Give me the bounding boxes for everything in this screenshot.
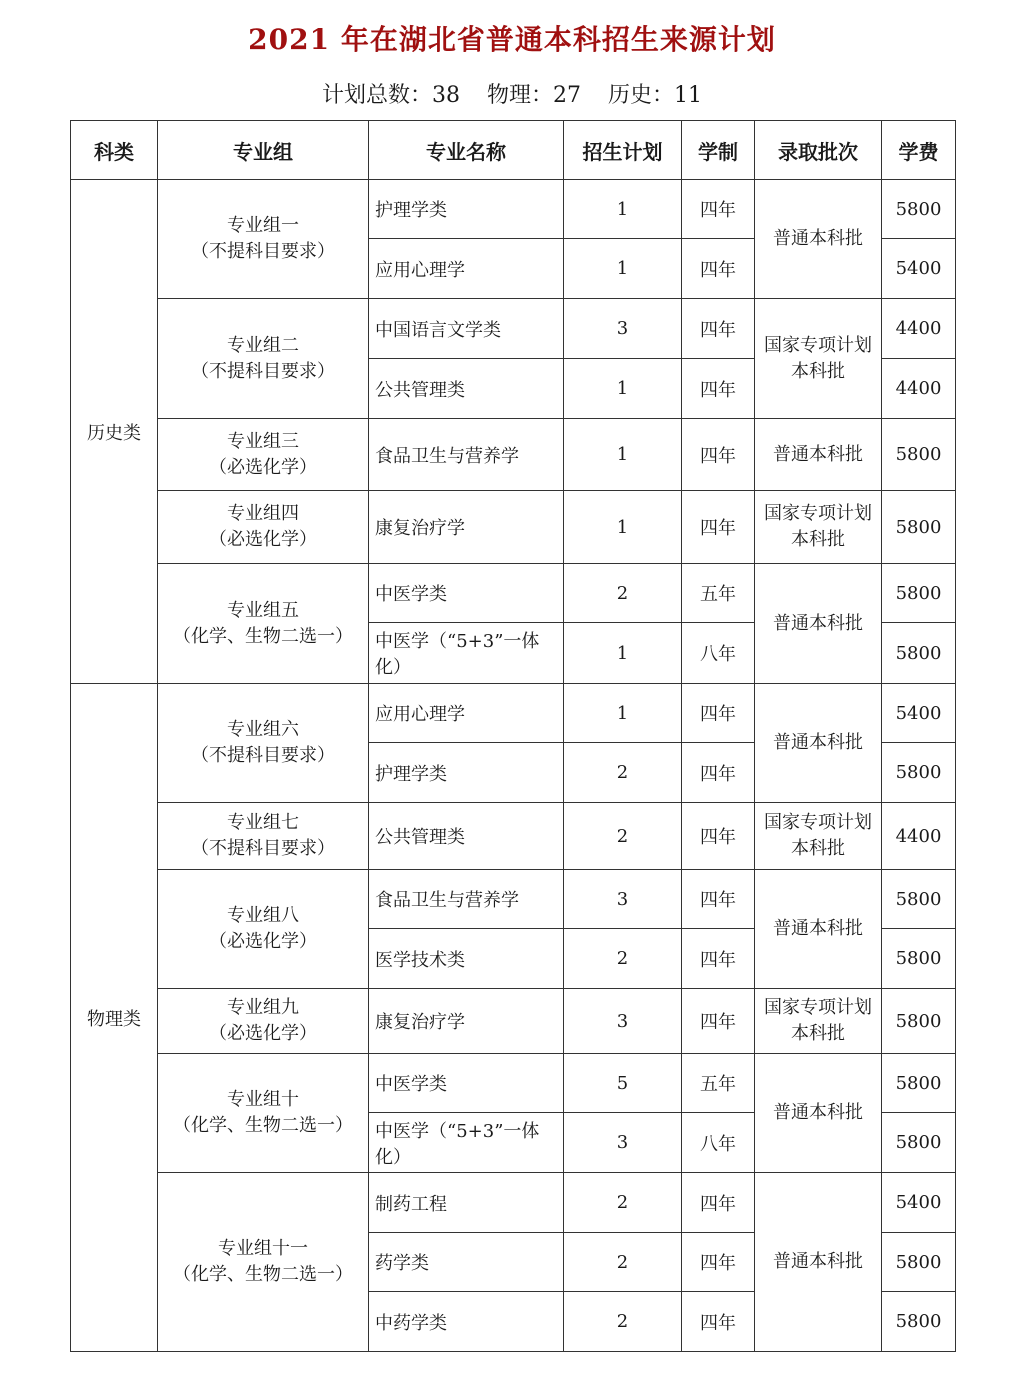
plan-count: 1 <box>564 419 682 491</box>
group-cell <box>158 870 369 989</box>
group-name: 专业组八 <box>227 905 299 926</box>
group-cell <box>158 491 369 564</box>
major-name: 应用心理学 <box>369 684 564 743</box>
study-years: 四年 <box>682 1292 755 1352</box>
batch-cell: 普通本科批 <box>755 419 882 491</box>
batch-cell: 国家专项计划本科批 <box>755 299 882 419</box>
batch-cell: 普通本科批 <box>755 684 882 803</box>
table-row <box>71 684 956 743</box>
group-requirement: （不提科目要求） <box>191 838 335 859</box>
group-requirement: （不提科目要求） <box>191 360 335 382</box>
group-requirement: （化学、生物二选一） <box>173 625 353 647</box>
major-name: 公共管理类 <box>369 803 564 870</box>
major-name: 中医学类 <box>369 1054 564 1113</box>
plan-summary <box>0 78 1024 109</box>
study-years: 五年 <box>682 1054 755 1113</box>
header-group: 专业组 <box>158 121 369 180</box>
plan-count: 3 <box>564 989 682 1054</box>
tuition-fee: 5400 <box>882 684 956 743</box>
tuition-fee: 4400 <box>882 299 956 359</box>
plan-count: 2 <box>564 803 682 870</box>
study-years: 四年 <box>682 239 755 299</box>
major-name: 中药学类 <box>369 1292 564 1352</box>
plan-count: 1 <box>564 491 682 564</box>
plan-count: 5 <box>564 1054 682 1113</box>
header-plan: 招生计划 <box>564 121 682 180</box>
study-years: 四年 <box>682 989 755 1054</box>
tuition-fee: 5800 <box>882 989 956 1054</box>
study-years: 四年 <box>682 803 755 870</box>
plan-count: 1 <box>564 684 682 743</box>
major-name: 中医学类 <box>369 564 564 623</box>
batch-cell: 普通本科批 <box>755 870 882 989</box>
group-cell <box>158 564 369 684</box>
study-years: 四年 <box>682 419 755 491</box>
category-cell: 历史类 <box>71 180 158 684</box>
tuition-fee: 5800 <box>882 623 956 684</box>
plan-count: 2 <box>564 1233 682 1292</box>
major-name: 护理学类 <box>369 743 564 803</box>
table-row <box>71 803 956 870</box>
group-name: 专业组五 <box>227 599 299 621</box>
header-major: 专业名称 <box>369 121 564 180</box>
group-requirement: （必选化学） <box>209 1023 317 1044</box>
study-years: 四年 <box>682 491 755 564</box>
study-years: 四年 <box>682 180 755 239</box>
batch-cell: 普通本科批 <box>755 180 882 299</box>
tuition-fee: 5800 <box>882 929 956 989</box>
group-name: 专业组一 <box>227 215 299 236</box>
batch-cell: 国家专项计划本科批 <box>755 491 882 564</box>
header-row <box>71 121 956 180</box>
tuition-fee: 5800 <box>882 1054 956 1113</box>
group-name: 专业组四 <box>227 503 299 524</box>
study-years: 四年 <box>682 1233 755 1292</box>
plan-count: 2 <box>564 1292 682 1352</box>
study-years: 八年 <box>682 1113 755 1173</box>
group-name: 专业组三 <box>227 430 299 452</box>
physics-count: 物理：27 <box>487 83 581 108</box>
tuition-fee: 5800 <box>882 180 956 239</box>
group-requirement: （化学、生物二选一） <box>173 1115 353 1136</box>
table-row <box>71 419 956 491</box>
plan-count: 1 <box>564 359 682 419</box>
group-cell <box>158 989 369 1054</box>
tuition-fee: 5800 <box>882 743 956 803</box>
major-name: 制药工程 <box>369 1173 564 1233</box>
tuition-fee: 5400 <box>882 239 956 299</box>
table-row <box>71 989 956 1054</box>
major-name: 护理学类 <box>369 180 564 239</box>
group-cell <box>158 299 369 419</box>
study-years: 四年 <box>682 1173 755 1233</box>
major-name: 公共管理类 <box>369 359 564 419</box>
plan-count: 2 <box>564 743 682 803</box>
group-requirement: （必选化学） <box>209 529 317 550</box>
plan-count: 2 <box>564 564 682 623</box>
study-years: 五年 <box>682 564 755 623</box>
table-row <box>71 1054 956 1113</box>
tuition-fee: 4400 <box>882 803 956 870</box>
major-name: 中国语言文学类 <box>369 299 564 359</box>
tuition-fee: 5800 <box>882 564 956 623</box>
major-name: 中医学（“5+3”一体化） <box>369 1113 564 1173</box>
header-batch: 录取批次 <box>755 121 882 180</box>
plan-count: 3 <box>564 1113 682 1173</box>
batch-cell: 普通本科批 <box>755 1173 882 1352</box>
major-name: 应用心理学 <box>369 239 564 299</box>
group-name: 专业组十一 <box>218 1238 308 1259</box>
header-years: 学制 <box>682 121 755 180</box>
group-requirement: （不提科目要求） <box>191 745 335 766</box>
study-years: 四年 <box>682 684 755 743</box>
plan-count: 2 <box>564 1173 682 1233</box>
group-requirement: （必选化学） <box>209 456 317 478</box>
tuition-fee: 5800 <box>882 491 956 564</box>
enrollment-plan-table <box>70 120 956 1352</box>
group-name: 专业组七 <box>227 812 299 833</box>
batch-cell: 普通本科批 <box>755 1054 882 1173</box>
tuition-fee: 4400 <box>882 359 956 419</box>
tuition-fee: 5400 <box>882 1173 956 1233</box>
tuition-fee: 5800 <box>882 1292 956 1352</box>
major-name: 医学技术类 <box>369 929 564 989</box>
header-fee: 学费 <box>882 121 956 180</box>
history-count: 历史：11 <box>608 83 702 108</box>
batch-cell: 国家专项计划本科批 <box>755 803 882 870</box>
table-row <box>71 180 956 239</box>
table-row <box>71 564 956 623</box>
study-years: 八年 <box>682 623 755 684</box>
table-row <box>71 870 956 929</box>
group-name: 专业组六 <box>227 719 299 740</box>
plan-count: 1 <box>564 623 682 684</box>
tuition-fee: 5800 <box>882 1233 956 1292</box>
total-count: 计划总数：38 <box>322 83 460 108</box>
study-years: 四年 <box>682 870 755 929</box>
batch-cell: 国家专项计划本科批 <box>755 989 882 1054</box>
group-cell <box>158 1173 369 1352</box>
major-name: 药学类 <box>369 1233 564 1292</box>
group-cell <box>158 1054 369 1173</box>
tuition-fee: 5800 <box>882 870 956 929</box>
group-name: 专业组二 <box>227 334 299 356</box>
study-years: 四年 <box>682 929 755 989</box>
table-body <box>71 180 956 1352</box>
table-row <box>71 1173 956 1233</box>
major-name: 康复治疗学 <box>369 989 564 1054</box>
major-name: 食品卫生与营养学 <box>369 419 564 491</box>
plan-count: 3 <box>564 299 682 359</box>
page-title: 2021 年在湖北省普通本科招生来源计划 <box>248 23 776 56</box>
study-years: 四年 <box>682 299 755 359</box>
category-cell: 物理类 <box>71 684 158 1352</box>
tuition-fee: 5800 <box>882 419 956 491</box>
plan-count: 1 <box>564 180 682 239</box>
group-name: 专业组十 <box>227 1089 299 1110</box>
study-years: 四年 <box>682 359 755 419</box>
group-cell <box>158 684 369 803</box>
plan-count: 3 <box>564 870 682 929</box>
plan-count: 2 <box>564 929 682 989</box>
group-requirement: （化学、生物二选一） <box>173 1264 353 1285</box>
group-requirement: （不提科目要求） <box>191 241 335 262</box>
group-cell <box>158 803 369 870</box>
major-name: 康复治疗学 <box>369 491 564 564</box>
tuition-fee: 5800 <box>882 1113 956 1173</box>
study-years: 四年 <box>682 743 755 803</box>
table-row <box>71 491 956 564</box>
header-category: 科类 <box>71 121 158 180</box>
group-name: 专业组九 <box>227 997 299 1018</box>
table-row <box>71 299 956 359</box>
group-cell <box>158 419 369 491</box>
plan-count: 1 <box>564 239 682 299</box>
group-requirement: （必选化学） <box>209 931 317 952</box>
batch-cell: 普通本科批 <box>755 564 882 684</box>
major-name: 中医学（“5+3”一体化） <box>369 623 564 684</box>
major-name: 食品卫生与营养学 <box>369 870 564 929</box>
group-cell <box>158 180 369 299</box>
